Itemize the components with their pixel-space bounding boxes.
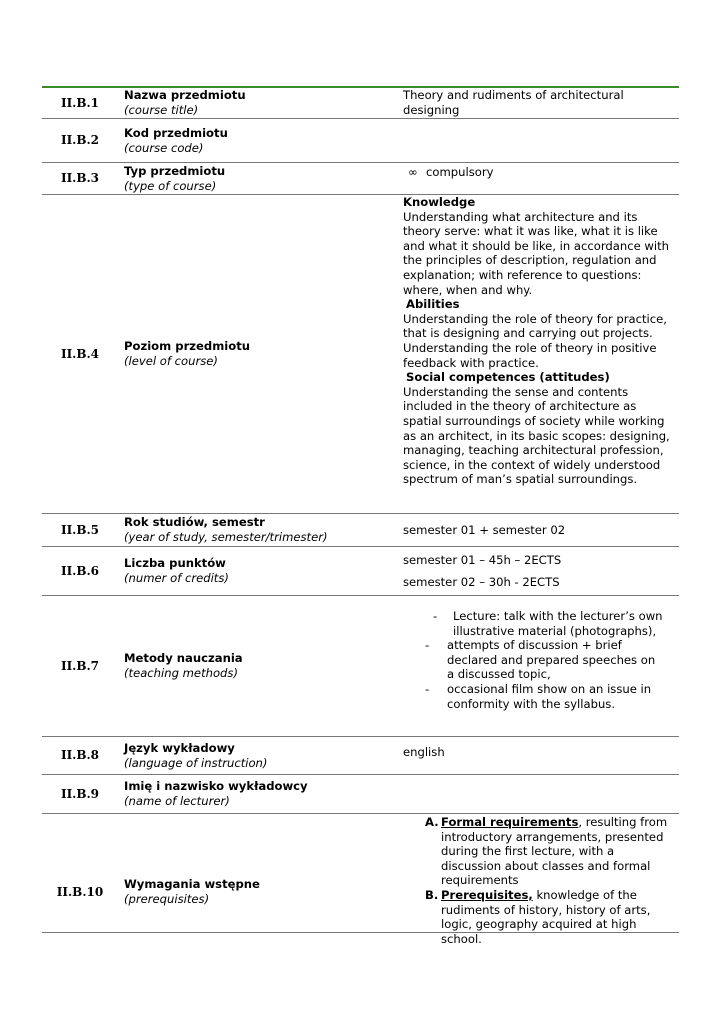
table-row <box>42 547 679 596</box>
label-en: (course code) <box>124 140 204 155</box>
item-letter: B. <box>425 887 439 902</box>
row-code: II.B.4 <box>60 346 100 361</box>
knowledge-text: Understanding what architecture and its theory serve: what it was like, what it is like and what it should be like, in accordance with the principles of description, regulation and explanation; with reference to questions: where, when and why. <box>403 209 669 297</box>
course-title-value: Theory and rudiments of architectural designing <box>403 88 624 117</box>
row-label <box>118 195 394 513</box>
row-code: II.B.7 <box>60 658 100 673</box>
row-code: II.B.8 <box>60 748 100 763</box>
row-label <box>118 163 394 194</box>
label-en: (numer of credits) <box>124 571 229 585</box>
table-row <box>42 596 679 737</box>
label-en: (level of course) <box>124 354 218 368</box>
table-row <box>42 88 679 119</box>
label-pl: Rok studiów, semestr <box>124 515 265 530</box>
infinity-bullet-icon: ∞ <box>408 165 418 179</box>
knowledge-title: Knowledge <box>403 195 476 209</box>
list-item <box>425 815 671 888</box>
row-label <box>118 596 394 736</box>
label-pl: Nazwa przedmiotu <box>124 88 246 103</box>
item-title: Formal requirements <box>441 815 579 829</box>
row-label <box>118 88 394 118</box>
credits-value-2: semester 02 – 30h - 2ECTS <box>403 575 560 589</box>
row-value <box>394 596 679 736</box>
item-text: knowledge of the rudiments of history, history of arts, logic, geography acquired at high school. <box>441 887 651 946</box>
row-value <box>394 119 679 162</box>
row-code: II.B.6 <box>60 563 100 578</box>
label-pl: Wymagania wstępne <box>124 877 260 892</box>
dash-bullet: - <box>425 638 430 653</box>
row-value <box>394 88 679 118</box>
table-bottom-border <box>42 932 679 933</box>
label-en: (teaching methods) <box>124 666 238 680</box>
social-text: Understanding the sense and contents included in the theory of architecture as spatial surroundings of society while working as an architect, in its basic scopes: designing, managing, teaching architectural profession, science, in the context of widely understood spectrum of man’s spatial surroundings. <box>403 384 670 487</box>
row-code: II.B.3 <box>60 171 100 186</box>
row-label <box>118 119 394 162</box>
dash-bullet: - <box>433 609 438 623</box>
label-en: (language of instruction) <box>124 755 268 770</box>
label-pl: Metody nauczania <box>124 651 243 666</box>
list-item <box>425 888 671 946</box>
credits-value-1: semester 01 – 45h – 2ECTS <box>403 553 562 567</box>
label-pl: Poziom przedmiotu <box>124 339 251 354</box>
table-row <box>42 163 679 195</box>
row-label <box>118 814 394 970</box>
list-item: - occasional film show on an issue in conformity with the syllabus. <box>425 681 652 711</box>
label-en: (course title) <box>124 103 199 117</box>
language-value: english <box>403 745 445 759</box>
row-label <box>118 775 394 813</box>
row-label <box>118 737 394 774</box>
table-row <box>42 119 679 163</box>
table-row <box>42 775 679 814</box>
dash-bullet: - <box>425 681 430 696</box>
row-code: II.B.10 <box>56 884 104 899</box>
label-pl: Imię i nazwisko wykładowcy <box>124 779 308 794</box>
label-pl: Kod przedmiotu <box>124 125 228 140</box>
item-title: Prerequisites, <box>441 887 533 902</box>
row-value <box>394 737 679 774</box>
course-table <box>42 86 679 970</box>
label-en: (name of lecturer) <box>124 794 230 808</box>
row-label <box>118 547 394 595</box>
list-item: - Lecture: talk with the lecturer’s own illustrative material (photographs), <box>433 609 663 638</box>
label-pl: Język wykładowy <box>124 740 235 755</box>
label-pl: Liczba punktów <box>124 556 226 571</box>
row-value <box>394 814 679 970</box>
item-text: , resulting from introductory arrangements, presented during the first lecture, with a discussion about classes and formal requirements <box>441 815 668 888</box>
row-label <box>118 514 394 546</box>
label-en: (year of study, semester/trimester) <box>124 530 328 544</box>
row-code: II.B.2 <box>60 133 100 148</box>
row-value <box>394 163 679 194</box>
year-semester-value: semester 01 + semester 02 <box>403 522 566 537</box>
row-value <box>394 547 679 595</box>
label-en: (prerequisites) <box>124 892 210 906</box>
table-row <box>42 514 679 547</box>
row-code: II.B.1 <box>60 95 100 110</box>
row-value <box>394 514 679 546</box>
social-title: Social competences (attitudes) <box>406 370 610 385</box>
table-row <box>42 814 679 970</box>
list-item: - attempts of discussion + brief declared and prepared speeches on a discussed topic, <box>425 638 656 682</box>
course-type-value: compulsory <box>426 165 494 179</box>
table-row <box>42 195 679 514</box>
abilities-title: Abilities <box>406 297 460 312</box>
table-row <box>42 737 679 775</box>
label-en: (type of course) <box>124 178 217 193</box>
item-letter: A. <box>425 815 439 829</box>
teaching-methods-list <box>403 609 665 711</box>
prerequisites-list <box>403 815 671 946</box>
row-code: II.B.9 <box>60 786 100 801</box>
row-value <box>394 775 679 813</box>
row-value <box>394 195 679 513</box>
abilities-text: Understanding the role of theory for practice, that is designing and carrying out projects. Understanding the role of theory in positive feedback with practice. <box>403 311 667 370</box>
label-pl: Typ przedmiotu <box>124 163 226 178</box>
row-code: II.B.5 <box>60 522 100 537</box>
